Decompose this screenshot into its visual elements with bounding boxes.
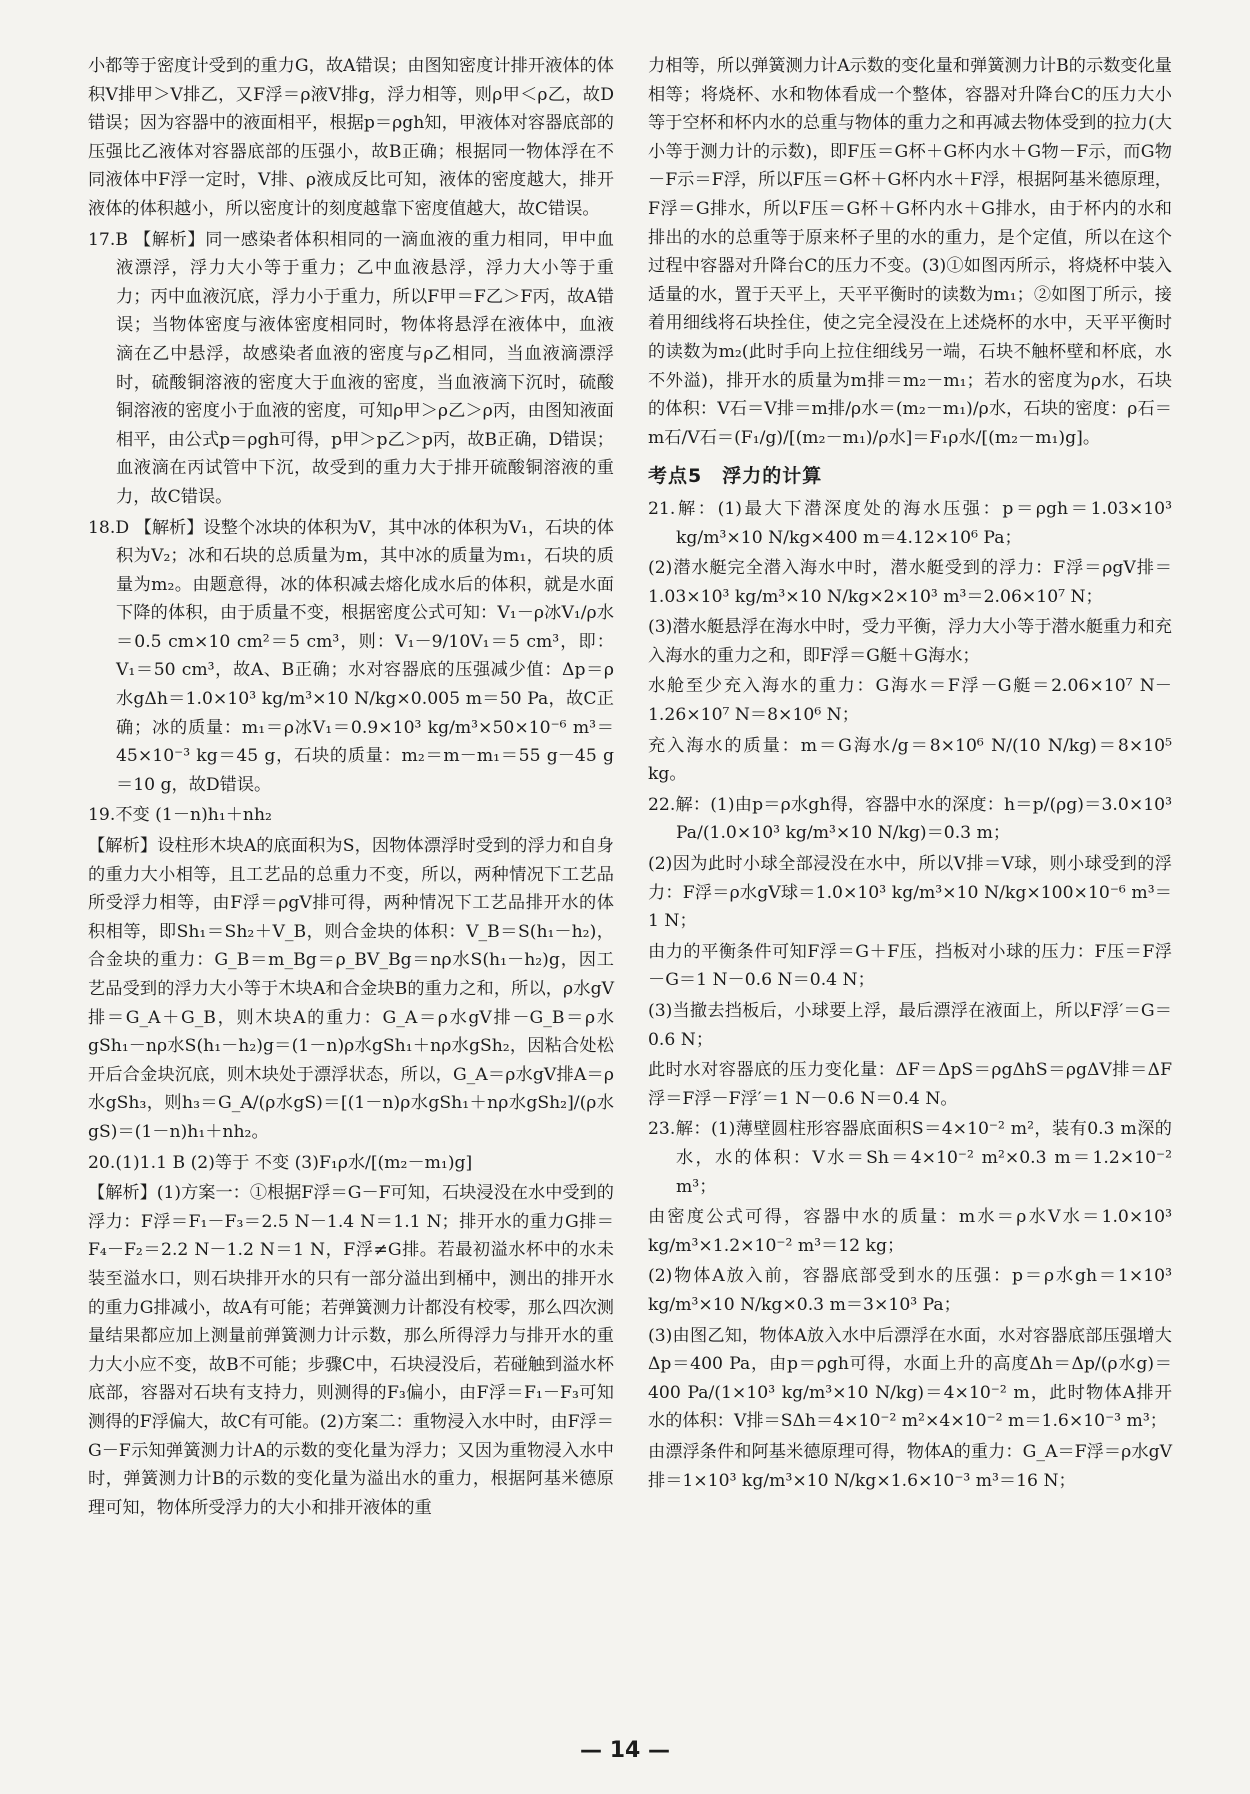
answer-19: 19.不变 (1－n)h₁＋nh₂ (88, 805, 272, 826)
answer-17: 17.B 【解析】同一感染者体积相同的一滴血液的重力相同，甲中血液漂浮，浮力大小等于重力；乙中血液悬浮，浮力大小等于重力；丙中血液沉底，浮力小于重力，所以F甲＝F乙＞F丙，故A错误；当物体密度与液体密度相同时，物体将悬浮在液体中，血液滴在乙中悬浮，故感染者血液的密度与ρ乙相同，当血液滴漂浮时，硫酸铜溶液的密度大于血液的密度，当血液滴下沉时，硫酸铜溶液的密度小于血液的密度，可知ρ甲＞ρ乙＞ρ丙，由图知液面相平，由公式p＝ρgh可得，p甲＞p乙＞p丙，故B正确，D错误；血液滴在丙试管中下沉，故受到的重力大于排开硫酸铜溶液的重力，故C错误。 (88, 229, 614, 507)
answer-20: 20.(1)1.1 B (2)等于 不变 (3)F₁ρ水/[(m₂－m₁)g] (88, 1152, 473, 1173)
answer-22-part2: (2)因为此时小球全部浸没在水中，所以V排＝V球，则小球受到的浮力：F浮＝ρ水gV球＝1.0×10³ kg/m³×10 N/kg×100×10⁻⁶ m³＝1 N； (648, 854, 1172, 932)
paragraph-continued-16: 小都等于密度计受到的重力G，故A错误；由图知密度计排开液体的体积V排甲＞V排乙，又F浮＝ρ液V排g，浮力相等，则ρ甲＜ρ乙，故D错误；因为容器中的液面相平，根据p＝ρgh知，甲液体对容器底部的压强比乙液体对容器底部的压强小，故B正确；根据同一物体浮在不同液体中F浮一定时，V排、ρ液成反比可知，液体的密度越大，排开液体的体积越小，所以密度计的刻度越靠下密度值越大，故C错误。 (88, 56, 614, 219)
analysis-19: 【解析】设柱形木块A的底面积为S，因物体漂浮时受到的浮力和自身的重力大小相等，且工艺品的总重力不变，所以，两种情况下工艺品所受浮力相等，由F浮＝ρgV排可得，两种情况下工艺品排开水的体积相等，即Sh₁＝Sh₂＋V_B，则合金块的体积：V_B＝S(h₁－h₂)，合金块的重力：G_B＝m_Bg＝ρ_BV_Bg＝nρ水S(h₁－h₂)g，因工艺品受到的浮力大小等于木块A和合金块B的重力之和，所以，ρ水gV排＝G_A＋G_B，则木块A的重力：G_A＝ρ水gV排－G_B＝ρ水gSh₁－nρ水S(h₁－h₂)g＝(1－n)ρ水gSh₁＋nρ水gSh₂，因粘合处松开后合金块沉底，则木块处于漂浮状态，所以，G_A＝ρ水gV排A＝ρ水gSh₃，则h₃＝G_A/(ρ水gS)＝[(1－n)ρ水gSh₁＋nρ水gSh₂]/(ρ水gS)＝(1－n)h₁＋nh₂。 (88, 836, 614, 1142)
answer-21-part1: 21.解：(1)最大下潜深度处的海水压强：p＝ρgh＝1.03×10³ kg/m³×10 N/kg×400 m＝4.12×10⁶ Pa； (648, 498, 1172, 548)
answer-18: 18.D 【解析】设整个冰块的体积为V，其中冰的体积为V₁，石块的体积为V₂；冰和石块的总质量为m，其中冰的质量为m₁，石块的质量为m₂。由题意得，冰的体积减去熔化成水后的体积，就是水面下降的体积，由于质量不变，根据密度公式可知：V₁－ρ冰V₁/ρ水＝0.5 cm×10 cm²＝5 cm³，则：V₁－9/10V₁＝5 cm³，即：V₁＝50 cm³，故A、B正确；水对容器底的压强减少值：Δp＝ρ水gΔh＝1.0×10³ kg/m³×10 N/kg×0.005 m＝50 Pa，故C正确；冰的质量：m₁＝ρ冰V₁＝0.9×10³ kg/m³×50×10⁻⁶ m³＝45×10⁻³ kg＝45 g，石块的质量：m₂＝m－m₁＝55 g－45 g＝10 g，故D错误。 (88, 517, 614, 795)
page-number-value: 14 (609, 1738, 641, 1763)
answer-23-part2: 由密度公式可得，容器中水的质量：m水＝ρ水V水＝1.0×10³ kg/m³×1.2×10⁻² m³＝12 kg； (648, 1207, 1172, 1256)
answer-22-part3: 由力的平衡条件可知F浮＝G＋F压，挡板对小球的压力：F压＝F浮－G＝1 N－0.6 N＝0.4 N； (648, 941, 1172, 991)
answer-23-part5: 由漂浮条件和阿基米德原理可得，物体A的重力：G_A＝F浮＝ρ水gV排＝1×10³ kg/m³×10 N/kg×1.6×10⁻³ m³＝16 N； (648, 1441, 1172, 1491)
analysis-20: 【解析】(1)方案一：①根据F浮＝G－F可知，石块浸没在水中受到的浮力：F浮＝F₁－F₃＝2.5 N－1.4 N＝1.1 N；排开水的重力G排＝F₄－F₂＝2.2 N－1.2 N＝1 N，F浮≠G排。若最初溢水杯中的水未装至溢水口，则石块排开水的只有一部分溢出到桶中，测出的排开水的重力G排减小，故A有可能；若弹簧测力计都没有校零，那么四次测量结果都应加上测量前弹簧测力计示数，那么所得浮力与排开水的重力大小应不变，故B不可能；步骤C中，石块浸没后，若碰触到溢水杯底部，容器对石块有支持力，则测得的F₃偏小，由F浮＝F₁－F₃可知测得的F浮偏大，故C有可能。(2)方案二：重物浸入水中时，由F浮＝G－F示知弹簧测力计A的示数的变化量为浮力；又因为重物浸入水中时，弹簧测力计B的示数的变化量为溢出水的重力，根据阿基米德原理可知，物体所受浮力的大小和排开液体的重 (88, 1183, 614, 1518)
right-column (648, 52, 1172, 1497)
answer-21-part2: (2)潜水艇完全潜入海水中时，潜水艇受到的浮力：F浮＝ρgV排＝1.03×10³ kg/m³×10 N/kg×2×10³ m³＝2.06×10⁷ N； (648, 558, 1172, 607)
analysis-20-continued: 力相等，所以弹簧测力计A示数的变化量和弹簧测力计B的示数变化量相等；将烧杯、水和物体看成一个整体，容器对升降台C的压力大小等于空杯和杯内水的总重与物体的重力之和再减去物体受到的拉力(大小等于测力计的示数)，即F压＝G杯＋G杯内水＋G物－F示，而G物－F示＝F浮，所以F压＝G杯＋G杯内水＋F浮，根据阿基米德原理，F浮＝G排水，所以F压＝G杯＋G杯内水＋G排水，由于杯内的水和排出的水的总重等于原来杯子里的水的重力，是个定值，所以在这个过程中容器对升降台C的压力不变。(3)①如图丙所示，将烧杯中装入适量的水，置于天平上，天平平衡时的读数为m₁；②如图丁所示，接着用细线将石块拴住，使之完全浸没在上述烧杯的水中，天平平衡时的读数为m₂(此时手向上拉住细线另一端，石块不触杯壁和杯底，水不外溢)，排开水的质量为m排＝m₂－m₁；若水的密度为ρ水，石块的体积：V石＝V排＝m排/ρ水＝(m₂－m₁)/ρ水，石块的密度：ρ石＝m石/V石＝(F₁/g)/[(m₂－m₁)/ρ水]＝F₁ρ水/[(m₂－m₁)g]。 (648, 56, 1172, 448)
answer-22-part5: 此时水对容器底的压力变化量：ΔF＝ΔpS＝ρgΔhS＝ρgΔV排＝ΔF浮＝F浮－F浮′＝1 N－0.6 N＝0.4 N。 (648, 1060, 1172, 1109)
answer-21-part4: 水舱至少充入海水的重力：G海水＝F浮－G艇＝2.06×10⁷ N－1.26×10⁷ N＝8×10⁶ N； (648, 676, 1172, 726)
answer-22-part4: (3)当撤去挡板后，小球要上浮，最后漂浮在液面上，所以F浮′＝G＝0.6 N； (648, 1001, 1172, 1050)
answer-22-part1: 22.解：(1)由p＝ρ水gh得，容器中水的深度：h＝p/(ρg)＝3.0×10³ Pa/(1.0×10³ kg/m³×10 N/kg)＝0.3 m； (648, 794, 1172, 844)
answer-23-part4: (3)由图乙知，物体A放入水中后漂浮在水面，水对容器底部压强增大Δp＝400 Pa，由p＝ρgh可得，水面上升的高度Δh＝Δp/(ρ水g)＝400 Pa/(1×10³ kg/m³×10 N/kg)＝4×10⁻² m，此时物体A排开水的体积：V排＝SΔh＝4×10⁻² m²×4×10⁻² m＝1.6×10⁻³ m³； (648, 1325, 1172, 1432)
answer-21-part3: (3)潜水艇悬浮在海水中时，受力平衡，浮力大小等于潜水艇重力和充入海水的重力之和，即F浮＝G艇＋G海水； (648, 617, 1172, 666)
left-column (88, 52, 614, 1524)
answer-23-part3: (2)物体A放入前，容器底部受到水的压强：p＝ρ水gh＝1×10³ kg/m³×10 N/kg×0.3 m＝3×10³ Pa； (648, 1266, 1172, 1315)
section-title: 考点5 浮力的计算 (648, 465, 823, 488)
page-number: — 14 — (580, 1738, 670, 1763)
answer-23-part1: 23.解：(1)薄壁圆柱形容器底面积S＝4×10⁻² m²，装有0.3 m深的水，水的体积：V水＝Sh＝4×10⁻² m²×0.3 m＝1.2×10⁻² m³； (648, 1119, 1172, 1197)
answer-21-part5: 充入海水的质量：m＝G海水/g＝8×10⁶ N/(10 N/kg)＝8×10⁵ kg。 (648, 735, 1172, 785)
